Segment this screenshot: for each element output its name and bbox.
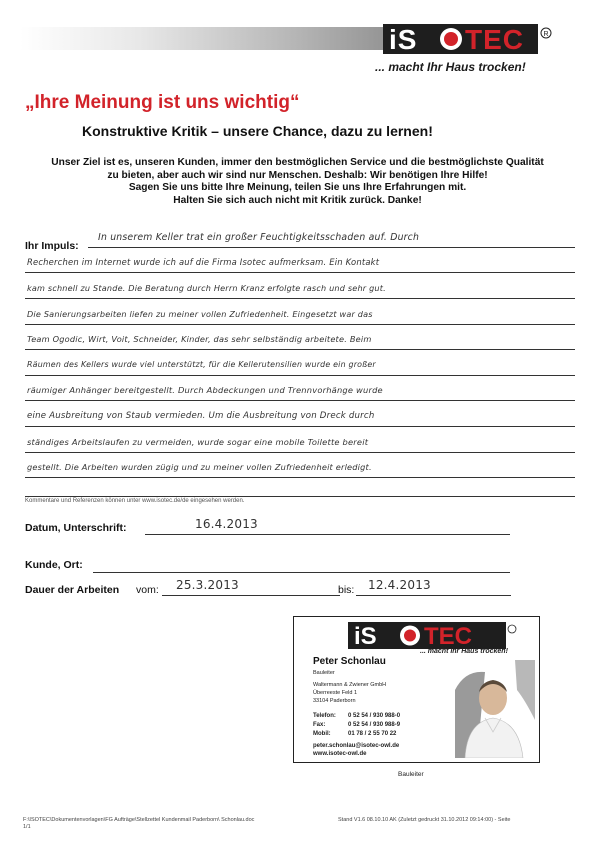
writing-line — [25, 375, 575, 376]
handwritten-line: gestellt. Die Arbeiten wurden zügig und zu meiner vollen Zufriedenheit erledigt. — [27, 462, 372, 472]
email-link[interactable]: peter.schonlau@isotec-owl.de — [313, 743, 400, 749]
duration-to-value: 12.4.2013 — [368, 578, 431, 592]
writing-line — [25, 452, 575, 453]
svg-text:TEC: TEC — [424, 623, 472, 649]
customer-line[interactable] — [93, 572, 510, 573]
intro-line: Halten Sie sich auch nicht mit Kritik zurück. Danke! — [173, 194, 422, 206]
contact-role: Bauleiter — [313, 670, 335, 676]
website-link[interactable]: www.isotec-owl.de — [313, 751, 367, 757]
contact-city: 33104 Paderborn — [313, 698, 356, 704]
footer-page: 1/1 — [23, 824, 31, 830]
handwritten-line: Recherchen im Internet wurde ich auf die Firma Isotec aufmerksam. Ein Kontakt — [27, 257, 380, 267]
header-slogan: ... macht Ihr Haus trocken! — [375, 60, 526, 74]
contact-street: Überreeste Feld 1 — [313, 690, 358, 696]
card-slogan: ... macht Ihr Haus trocken! — [420, 648, 508, 655]
handwritten-line: Räumen des Kellers wurde viel unterstützt, für die Kellerutensilien wurde ein großer — [27, 360, 376, 369]
writing-line — [25, 477, 575, 478]
isotec-logo — [383, 24, 553, 54]
intro-line: Sagen Sie uns bitte Ihre Meinung, teilen Sie uns Ihre Erfahrungen mit. — [128, 182, 467, 193]
mobile-label: Mobil: — [313, 731, 331, 737]
page-subheadline: Konstruktive Kritik – unsere Chance, dazu zu lernen! — [82, 123, 433, 139]
writing-line — [25, 324, 575, 325]
handwritten-line: Die Sanierungsarbeiten liefen zu meiner vollen Zufriedenheit. Eingesetzt war das — [27, 309, 373, 319]
duration-label: Dauer der Arbeiten — [25, 584, 120, 596]
footnote: Kommentare und Referenzen können unter www.isotec.de/de eingesehen werden. — [25, 498, 245, 504]
writing-line — [88, 247, 575, 248]
writing-line — [25, 298, 575, 299]
card-caption: Bauleiter — [398, 771, 424, 778]
duration-to-label: bis: — [338, 584, 355, 596]
footer-path — [23, 817, 323, 831]
portrait-photo — [455, 660, 535, 758]
handwritten-line: In unserem Keller trat ein großer Feuchtigkeitsschaden auf. Durch — [98, 232, 420, 243]
date-signature-value: 16.4.2013 — [195, 517, 258, 531]
intro-line: Unser Ziel ist es, unseren Kunden, immer den bestmöglichen Service und die bestmöglichste Qualität — [51, 157, 544, 168]
footer-version: Stand V1.6 08.10.10 AK (Zuletzt gedruckt 31.10.2012 09:14:00) - Seite — [338, 817, 511, 823]
writing-line — [25, 400, 575, 401]
handwritten-line: räumiger Anhänger bereitgestellt. Durch Abdeckungen und Trennvorhänge wurde — [27, 385, 383, 395]
svg-text:TEC: TEC — [465, 24, 524, 54]
intro-text — [25, 157, 570, 207]
contact-company: Waltermann & Zwiener GmbH — [313, 682, 387, 688]
phone-label: Telefon: — [313, 713, 336, 719]
duration-from-value: 25.3.2013 — [176, 578, 239, 592]
isotec-logo — [348, 622, 518, 649]
svg-text:R: R — [543, 31, 549, 38]
customer-label: Kunde, Ort: — [25, 559, 83, 571]
svg-text:iS: iS — [389, 24, 418, 54]
writing-line — [25, 349, 575, 350]
impuls-label: Ihr Impuls: — [25, 240, 79, 252]
handwritten-line: eine Ausbreitung von Staub vermieden. Um die Ausbreitung von Dreck durch — [27, 411, 375, 421]
page-headline: „Ihre Meinung ist uns wichtig“ — [25, 92, 300, 113]
phone-number[interactable]: 0 52 54 / 930 988-0 — [348, 713, 401, 719]
footer-path-text: F:\ISOTEC\Dokumentenvorlagen\FG Aufträge\Stellzettel Kundenmail Paderborn\ Schonlau.doc — [23, 817, 255, 823]
fax-number: 0 52 54 / 930 988-9 — [348, 722, 401, 728]
duration-to-line[interactable] — [356, 595, 511, 596]
fax-label: Fax: — [313, 722, 326, 728]
handwritten-line: kam schnell zu Stande. Die Beratung durch Herrn Kranz erfolgte rasch und sehr gut. — [27, 283, 386, 293]
duration-from-line[interactable] — [162, 595, 340, 596]
duration-from-label: vom: — [136, 584, 159, 596]
handwritten-line: ständiges Arbeitslaufen zu vermeiden, wurde sogar eine mobile Toilette bereit — [27, 437, 369, 447]
date-signature-label: Datum, Unterschrift: — [25, 522, 127, 534]
svg-text:iS: iS — [354, 623, 377, 649]
writing-line — [25, 496, 575, 497]
header-gradient-bar — [20, 27, 415, 50]
contact-name: Peter Schonlau — [313, 656, 386, 667]
handwritten-line: Team Ogodic, Wirt, Voit, Schneider, Kinder, das sehr selbständig arbeitete. Beim — [27, 334, 372, 344]
date-signature-line[interactable] — [145, 534, 510, 535]
mobile-number[interactable]: 01 78 / 2 55 70 22 — [348, 731, 397, 737]
writing-line — [25, 272, 575, 273]
intro-line: zu bieten, aber auch wir sind nur Menschen. Deshalb: Wir benötigen Ihre Hilfe! — [107, 169, 488, 181]
writing-line — [25, 426, 575, 427]
